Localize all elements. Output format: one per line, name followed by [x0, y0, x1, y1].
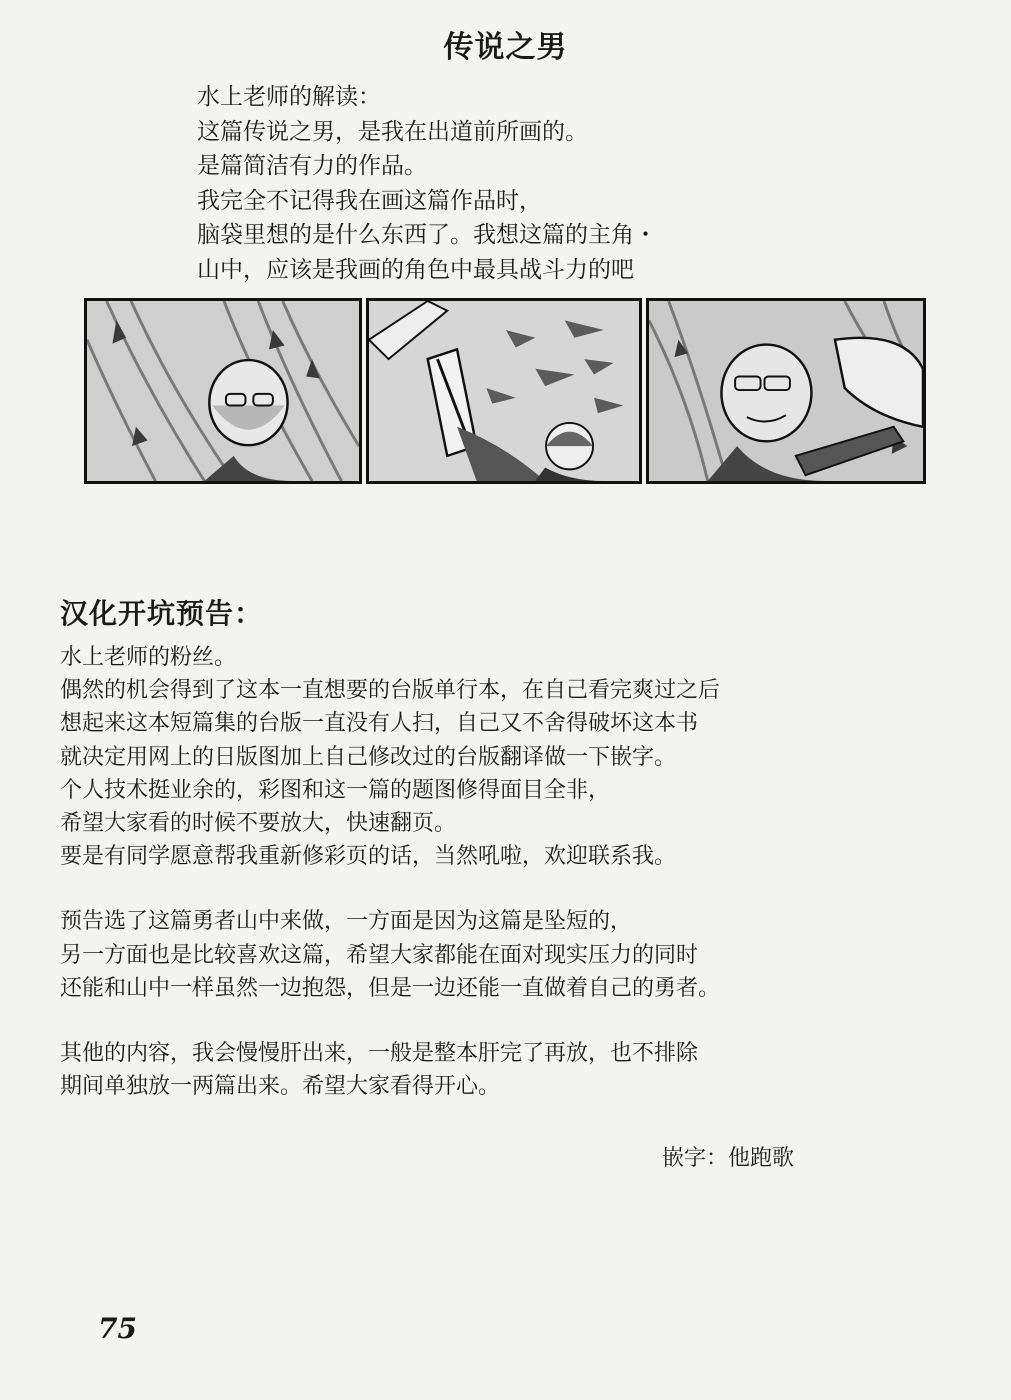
body-line: 想起来这本短篇集的台版一直没有人扫，自己又不舍得破坏这本书: [60, 711, 699, 737]
intro-line: 我完全不记得我在画这篇作品时，: [197, 187, 542, 214]
body-line: 还能和山中一样虽然一边抱怨，但是一边还能一直做着自己的勇者。: [60, 975, 721, 1001]
page-number: 75: [98, 1312, 137, 1345]
body-line: 期间单独放一两篇出来。希望大家看得开心。: [60, 1074, 501, 1100]
section-title: 汉化开坑预告：: [60, 597, 264, 630]
intro-line: 山中，应该是我画的角色中最具战斗力的吧: [197, 256, 634, 283]
paragraph-gap: [60, 873, 940, 905]
manga-panel-1: [84, 298, 362, 484]
signature: 嵌字：他跑歌: [662, 1146, 795, 1171]
intro-line: 水上老师的解读：: [197, 84, 381, 110]
intro-line: 这篇传说之男，是我在出道前所画的。: [197, 118, 588, 145]
body-line: 个人技术挺业余的，彩图和这一篇的题图修得面目全非，: [60, 777, 611, 803]
body-line: 就决定用网上的日版图加上自己修改过的台版翻译做一下嵌字。: [60, 744, 677, 770]
body-line: 希望大家看的时候不要放大，快速翻页。: [60, 810, 457, 836]
manga-panel-strip: [84, 298, 926, 488]
page-title: 传说之男: [443, 30, 568, 65]
paragraph-gap: [60, 1005, 940, 1037]
manga-panel-2: [366, 298, 642, 484]
intro-line: 脑袋里想的是什么东西了。我想这篇的主角・: [197, 222, 657, 248]
intro-line: 是篇简洁有力的作品。: [197, 153, 427, 179]
body-line: 要是有同学愿意帮我重新修彩页的话，当然吼啦，欢迎联系我。: [60, 844, 677, 870]
body-line: 预告选了这篇勇者山中来做，一方面是因为这篇是坠短的，: [60, 909, 633, 935]
body-line: 其他的内容，我会慢慢肝出来，一般是整本肝完了再放，也不排除: [60, 1040, 699, 1066]
author-commentary: [197, 80, 837, 287]
announcement-body: [60, 641, 940, 1103]
body-line: 另一方面也是比较喜欢这篇，希望大家都能在面对现实压力的同时: [60, 942, 699, 968]
manga-panel-3: [646, 298, 926, 484]
body-line: 偶然的机会得到了这本一直想要的台版单行本，在自己看完爽过之后: [60, 678, 721, 704]
body-line: 水上老师的粉丝。: [60, 645, 237, 670]
